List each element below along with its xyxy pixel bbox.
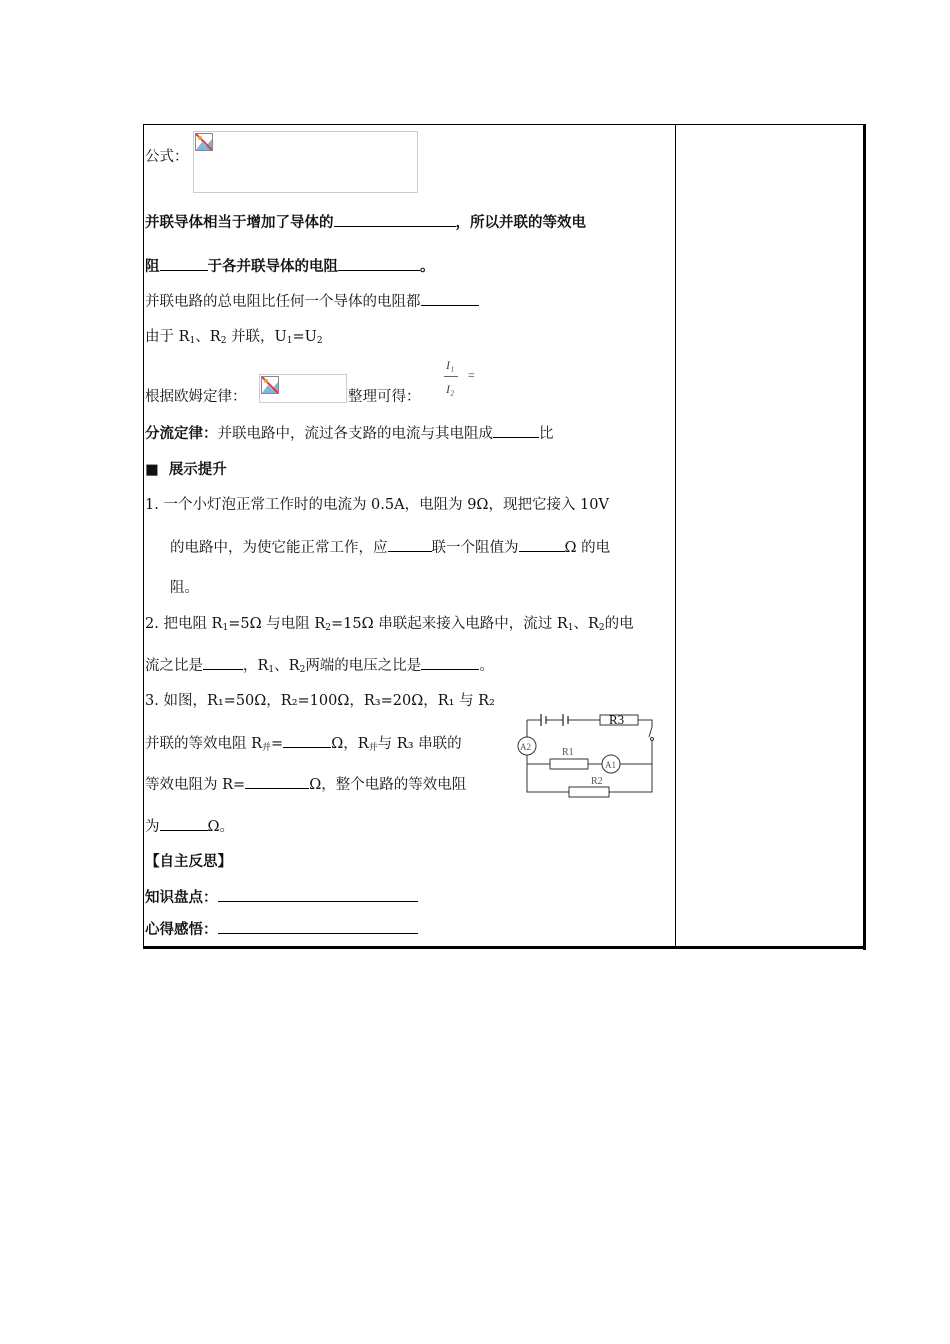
q3-line3: 等效电阻为 R= Ω，整个电路的等效电阻 bbox=[145, 774, 466, 795]
fraction-bar bbox=[444, 376, 458, 377]
ohm-line: 根据欧姆定律： bbox=[145, 389, 247, 405]
formula-label: 公式： bbox=[145, 149, 189, 165]
q2-line1: 2. 把电阻 $R_1=5\Omega$ 与电阻 $R_2=15\Omega$ 串联起来接入电路中，流过 $R_1$、$R_2$的电 bbox=[145, 616, 634, 633]
column-divider bbox=[675, 124, 676, 949]
total-resistance-line: 并联电路的总电阻比任何一个导体的电阻都 bbox=[145, 291, 479, 312]
q3-line2: 并联的等效电阻 $R_并= \Omega$，$R_并$与 R₃ 串联的 bbox=[145, 733, 462, 758]
q3-line4: 为 Ω。 bbox=[145, 816, 234, 837]
label-r3: R3 bbox=[609, 712, 625, 727]
fraction-denominator: I₂ bbox=[446, 382, 455, 396]
q1-line1: 1. 一个小灯泡正常工作时的电流为 0.5A，电阻为 9Ω，现把它接入 10V bbox=[145, 497, 609, 513]
broken-image-icon bbox=[195, 133, 213, 151]
resistor-r2 bbox=[569, 787, 609, 797]
switch-wire bbox=[638, 720, 652, 727]
switch-contact bbox=[651, 738, 654, 741]
ohm-after-label: 整理可得： bbox=[348, 389, 421, 405]
q1-line2: 的电路中，为使它能正常工作，应 联一个阻值为 Ω 的电 bbox=[170, 537, 610, 558]
parallel-note-line1: 并联导体相当于增加了导体的 ，所以并联的等效电 bbox=[145, 212, 586, 233]
broken-image-icon bbox=[261, 376, 279, 394]
section-heading: ■ 展示提升 bbox=[145, 462, 227, 478]
reflection-title: 【自主反思】 bbox=[145, 854, 232, 870]
q2-line2: 流之比是 ，$R_1$、$R_2$两端的电压之比是 。 bbox=[145, 655, 494, 680]
outer-wire bbox=[527, 720, 652, 792]
shunt-law-line: 分流定律：并联电路中，流过各支路的电流与其电阻成 比 bbox=[145, 423, 554, 444]
given-line: 由于 $R_1$、$R_2$ 并联，$U_1=U_2$ bbox=[145, 329, 323, 346]
table-border-bottom bbox=[143, 946, 866, 949]
fraction-equals: = bbox=[468, 368, 475, 382]
label-r1: R1 bbox=[562, 747, 574, 758]
insight-line: 心得感悟： bbox=[145, 919, 418, 940]
label-a2: A2 bbox=[520, 742, 531, 752]
label-r2: R2 bbox=[591, 776, 603, 787]
label-a1: A1 bbox=[605, 760, 616, 770]
table-border-right bbox=[863, 124, 866, 950]
circuit-diagram bbox=[515, 700, 660, 800]
parallel-note-line2: 阻 于各并联导体的电阻 。 bbox=[145, 256, 435, 277]
square-bullet-icon: ■ bbox=[145, 462, 159, 478]
fraction-numerator: I₁ bbox=[446, 358, 455, 372]
q3-line1: 3. 如图，R₁=50Ω，R₂=100Ω，R₃=20Ω，R₁ 与 R₂ bbox=[145, 693, 495, 709]
formula-image bbox=[193, 131, 418, 193]
switch-icon bbox=[649, 727, 652, 737]
q1-line3: 阻。 bbox=[170, 580, 199, 596]
current-ratio-fraction bbox=[442, 358, 482, 404]
resistor-r1 bbox=[550, 759, 588, 769]
knowledge-line: 知识盘点： bbox=[145, 887, 418, 908]
ohm-formula-image bbox=[259, 374, 347, 403]
